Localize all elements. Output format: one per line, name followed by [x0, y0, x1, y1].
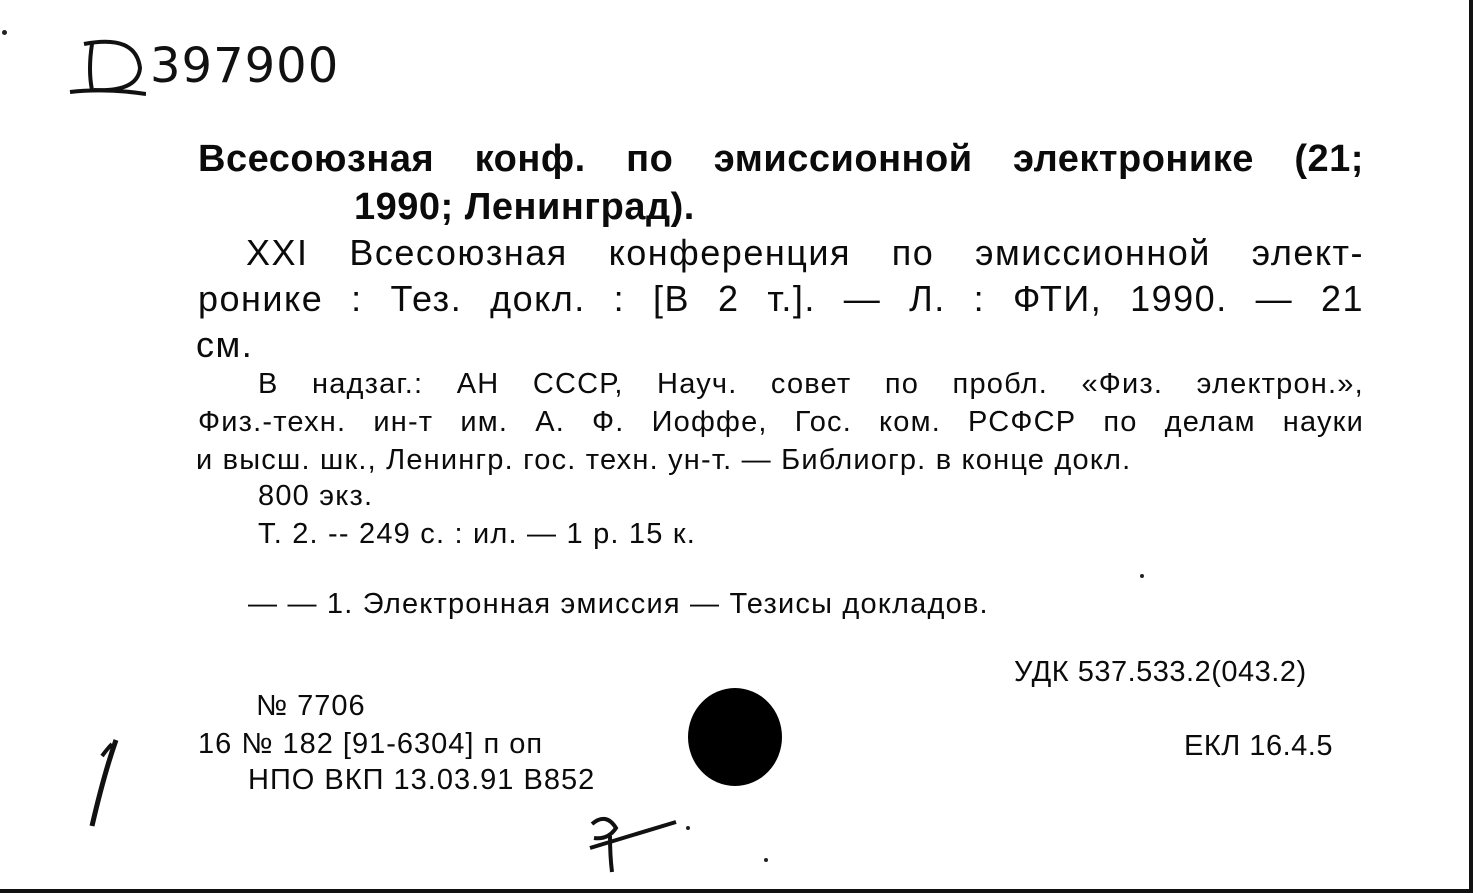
note-word: АН: [456, 368, 500, 400]
note-word: Физ.-техн.: [198, 406, 347, 438]
order-info: 16 № 182 [91-6304] п оп: [198, 728, 544, 760]
heading-word: конф.: [474, 138, 586, 180]
note-word: по: [884, 368, 920, 400]
publisher-info: НПО ВКП 13.03.91 В852: [248, 764, 596, 796]
note-word: А.: [535, 406, 565, 438]
note-word: ин-т: [373, 406, 434, 438]
udk-code: УДК 537.533.2(043.2): [1014, 656, 1307, 688]
speck: [686, 826, 690, 830]
note-word: надзаг.:: [312, 368, 424, 400]
handwritten-margin-mark: [82, 734, 132, 834]
speck: [2, 30, 7, 35]
title-word: элект-: [1251, 232, 1364, 273]
record-number: № 7706: [256, 690, 366, 722]
note-word: им.: [460, 406, 509, 438]
title-word: 1990.: [1130, 278, 1228, 319]
title-word: 2: [717, 278, 740, 319]
title-word: докл.: [490, 278, 586, 319]
note-word: СССР,: [532, 368, 624, 400]
note-word: науки: [1282, 406, 1364, 438]
title-word: Всесоюзная: [349, 232, 568, 273]
title-word: ФТИ,: [1013, 278, 1103, 319]
note-word: Иоффе,: [651, 406, 768, 438]
note-word: электрон.»,: [1196, 368, 1364, 400]
title-line-1: [246, 232, 1364, 274]
heading-word: Всесоюзная: [198, 138, 435, 180]
title-word: [В: [653, 278, 691, 319]
title-word: Л.: [909, 278, 946, 319]
inventory-number: 397900: [150, 38, 340, 94]
note-word: делам: [1164, 406, 1256, 438]
heading-word: по: [626, 138, 674, 180]
heading-line-2: 1990; Ленинград).: [354, 186, 695, 228]
punch-hole: [688, 688, 782, 786]
title-word: эмиссионной: [975, 232, 1211, 273]
title-word: 21: [1320, 278, 1364, 319]
title-word: XXI: [246, 232, 309, 273]
title-word: ронике: [198, 278, 324, 319]
title-word: —: [1255, 278, 1294, 319]
note-word: Ф.: [592, 406, 625, 438]
subject-heading: — — 1. Электронная эмиссия — Тезисы докладов.: [248, 588, 989, 620]
note-word: по: [1103, 406, 1138, 438]
note-word: «Физ.: [1081, 368, 1164, 400]
speck: [1140, 574, 1144, 578]
note-word: совет: [770, 368, 852, 400]
note-word: ком.: [879, 406, 941, 438]
title-word: конференция: [608, 232, 851, 273]
heading-line-1: [198, 138, 1364, 181]
heading-word: электронике: [1013, 138, 1254, 180]
note-word: Гос.: [794, 406, 852, 438]
note-line-1: [258, 368, 1364, 401]
note-line-3: и высш. шк., Ленингр. гос. техн. ун-т. — Библиогр. в конце докл.: [196, 444, 1132, 476]
speck: [764, 858, 768, 862]
title-line-2: [198, 278, 1364, 320]
title-word: :: [973, 278, 986, 319]
heading-word: эмиссионной: [713, 138, 973, 180]
note-word: В: [258, 368, 279, 400]
note-word: пробл.: [952, 368, 1048, 400]
title-word: —: [843, 278, 882, 319]
title-word: :: [613, 278, 626, 319]
title-word: Тез.: [390, 278, 463, 319]
heading-word: (21;: [1294, 138, 1364, 180]
handwritten-bottom-mark: [586, 808, 682, 878]
title-line-3: см.: [196, 324, 254, 365]
volume-pages-price: Т. 2. -- 249 с. : ил. — 1 р. 15 к.: [258, 518, 696, 550]
note-word: Науч.: [657, 368, 738, 400]
note-line-2: [198, 406, 1364, 439]
title-word: :: [351, 278, 363, 319]
handwritten-d-letter: [66, 30, 146, 100]
ekl-code: ЕКЛ 16.4.5: [1184, 730, 1333, 762]
note-word: РСФСР: [968, 406, 1077, 438]
copies-count: 800 экз.: [258, 480, 374, 512]
title-word: т.].: [767, 278, 816, 319]
title-word: по: [891, 232, 935, 273]
